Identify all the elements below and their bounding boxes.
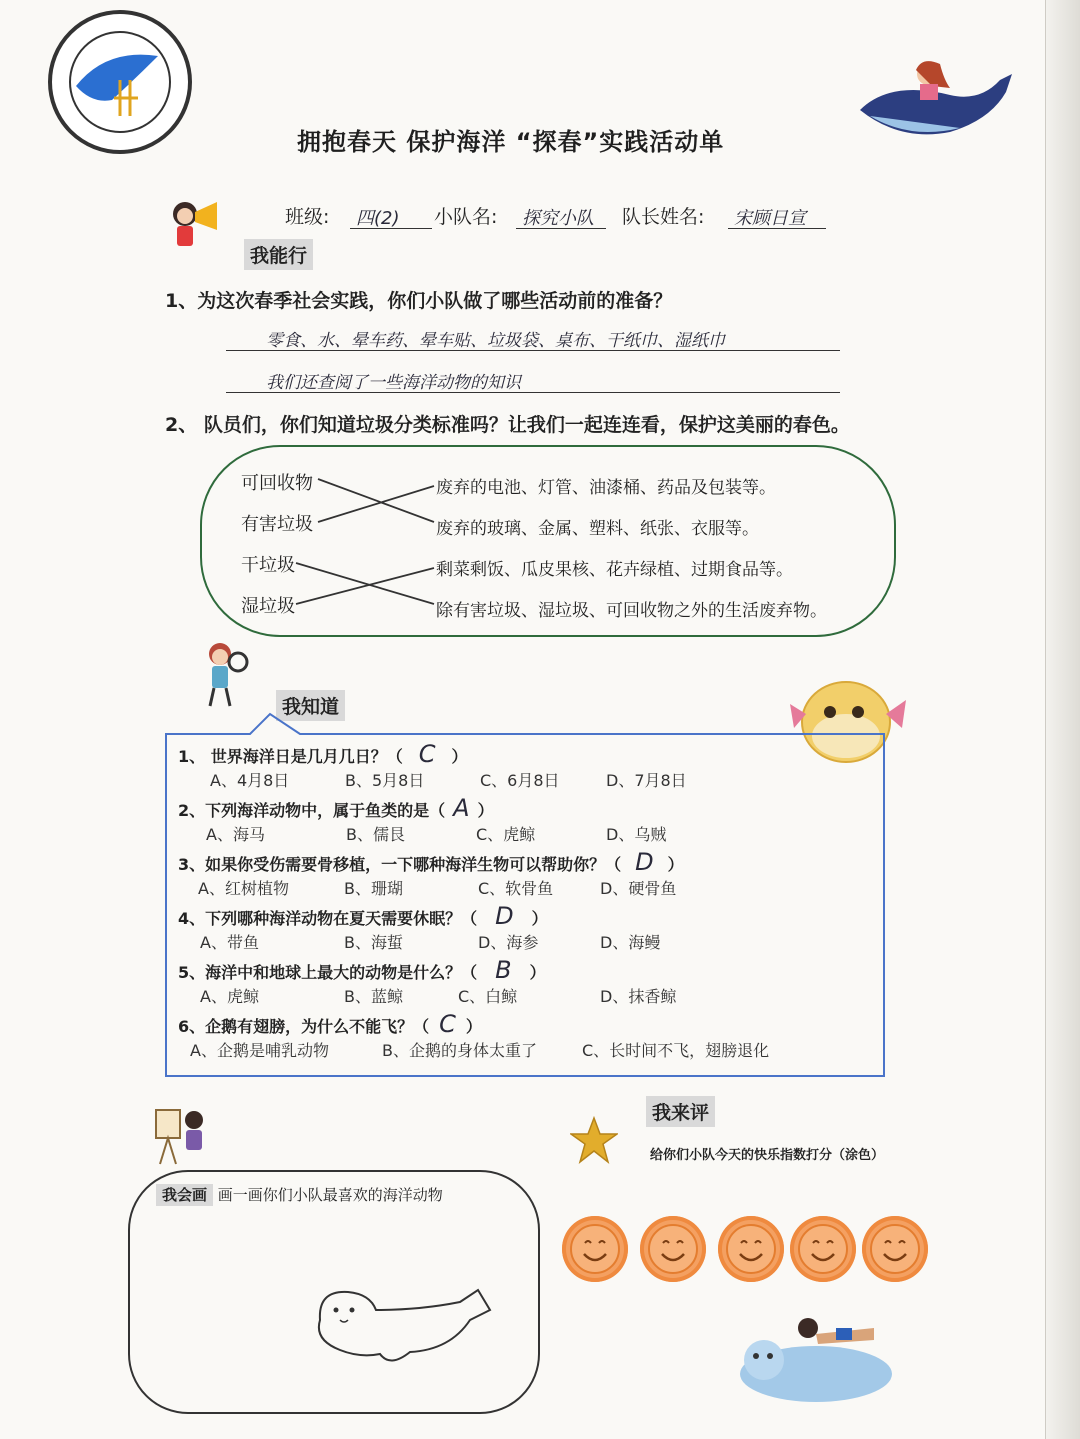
star-icon xyxy=(570,1116,618,1166)
option-4b: B、海蜇 xyxy=(344,933,403,952)
option-2a: A、海马 xyxy=(206,825,265,844)
quiz-close-1: ） xyxy=(451,747,468,766)
quiz-question-5 xyxy=(178,956,546,984)
question-1: 1、为这次春季社会实践，你们小队做了哪些活动前的准备？ xyxy=(165,290,673,312)
section-tag-i-know: 我知道 xyxy=(276,690,345,721)
option-2b: B、儒艮 xyxy=(346,825,405,844)
option-6b: B、企鹅的身体太重了 xyxy=(382,1041,537,1060)
category-recyclable: 可回收物 xyxy=(241,473,313,494)
team-label: 小队名: xyxy=(434,206,498,228)
quiz-close-4: ） xyxy=(531,909,548,928)
option-3c: C、软骨鱼 xyxy=(478,879,554,898)
option-4c: D、海参 xyxy=(478,933,539,952)
answer-1-line-1: 零食、水、晕车药、晕车贴、垃圾袋、桌布、干纸巾、湿纸巾 xyxy=(266,331,725,351)
quiz-question-1 xyxy=(178,740,468,768)
category-hazardous: 有害垃圾 xyxy=(241,514,313,535)
quiz-question-1-text: 1、 世界海洋日是几月几日？（ xyxy=(178,747,403,766)
question-2: 2、 队员们，你们知道垃圾分类标准吗？让我们一起连连看，保护这美丽的春色。 xyxy=(165,414,850,436)
option-1b: B、5月8日 xyxy=(345,771,425,790)
painter-kid-icon xyxy=(154,1106,210,1166)
leader-value: 宋顾日宣 xyxy=(734,208,806,229)
page-title: 拥抱春天 保护海洋 “探春”实践活动单 xyxy=(297,128,725,156)
quiz-answer-4: D xyxy=(495,902,514,930)
answer-1-line-2: 我们还查阅了一些海洋动物的知识 xyxy=(266,373,521,393)
drawing-prompt: 画一画你们小队最喜欢的海洋动物 xyxy=(217,1186,443,1204)
option-3b: B、珊瑚 xyxy=(344,879,403,898)
smile-rating-1[interactable] xyxy=(562,1216,628,1282)
drawing-header xyxy=(156,1184,443,1205)
option-3a: A、红树植物 xyxy=(198,879,289,898)
option-6a: A、企鹅是哺乳动物 xyxy=(190,1041,329,1060)
option-5d: D、抹香鲸 xyxy=(600,987,677,1006)
quiz-question-4-text: 4、下列哪种海洋动物在夏天需要休眠？（ xyxy=(178,909,478,928)
category-dry: 干垃圾 xyxy=(241,555,295,576)
class-value: 四(2) xyxy=(356,208,400,229)
smile-rating-3[interactable] xyxy=(718,1216,784,1282)
quiz-question-2-text: 2、下列海洋动物中，属于鱼类的是（ xyxy=(178,801,446,820)
quiz-close-6: ） xyxy=(465,1017,482,1036)
leader-label: 队长姓名: xyxy=(622,206,705,228)
quiz-answer-2: A xyxy=(453,794,470,822)
quiz-question-2 xyxy=(178,794,494,822)
quiz-answer-5: B xyxy=(495,956,512,984)
option-5b: B、蓝鲸 xyxy=(344,987,403,1006)
description-4: 除有害垃圾、湿垃圾、可回收物之外的生活废弃物。 xyxy=(436,601,827,621)
option-4a: A、带鱼 xyxy=(200,933,259,952)
description-3: 剩菜剩饭、瓜皮果核、花卉绿植、过期食品等。 xyxy=(436,560,793,580)
boy-seal-illustration xyxy=(726,1312,912,1408)
smile-rating-5[interactable] xyxy=(862,1216,928,1282)
description-2: 废弃的玻璃、金属、塑料、纸张、衣服等。 xyxy=(436,519,759,539)
quiz-answer-1: C xyxy=(418,740,436,768)
section-tag-i-can: 我能行 xyxy=(244,239,313,270)
quiz-close-2: ） xyxy=(477,801,494,820)
quiz-question-3 xyxy=(178,848,684,876)
quiz-question-3-text: 3、如果你受伤需要骨移植，一下哪种海洋生物可以帮助你？（ xyxy=(178,855,622,874)
team-value: 探究小队 xyxy=(522,208,594,229)
quiz-answer-3: D xyxy=(635,848,654,876)
option-3d: D、硬骨鱼 xyxy=(600,879,677,898)
description-1: 废弃的电池、灯管、油漆桶、药品及包装等。 xyxy=(436,478,776,498)
option-1a: A、4月8日 xyxy=(210,771,290,790)
section-tag-i-draw: 我会画 xyxy=(156,1184,213,1206)
magnifier-girl-icon xyxy=(200,640,252,710)
quiz-question-6-text: 6、企鹅有翅膀，为什么不能飞？（ xyxy=(178,1017,430,1036)
option-4d: D、海鳗 xyxy=(600,933,661,952)
quiz-answer-6: C xyxy=(439,1010,456,1038)
option-6c: C、长时间不飞，翅膀退化 xyxy=(582,1041,770,1060)
quiz-close-5: ） xyxy=(529,963,546,982)
quiz-question-4 xyxy=(178,902,548,930)
option-1d: D、7月8日 xyxy=(606,771,687,790)
smile-rating-2[interactable] xyxy=(640,1216,706,1282)
option-5a: A、虎鲸 xyxy=(200,987,259,1006)
class-label: 班级: xyxy=(285,206,330,228)
matching-lines xyxy=(0,0,1080,700)
section-tag-i-rate: 我来评 xyxy=(646,1096,715,1127)
quiz-question-5-text: 5、海洋中和地球上最大的动物是什么？（ xyxy=(178,963,478,982)
quiz-question-6 xyxy=(178,1010,482,1038)
option-5c: C、白鲸 xyxy=(458,987,518,1006)
option-1c: C、6月8日 xyxy=(480,771,560,790)
option-2d: D、乌贼 xyxy=(606,825,667,844)
rating-prompt: 给你们小队今天的快乐指数打分（涂色） xyxy=(650,1148,885,1163)
quiz-close-3: ） xyxy=(667,855,684,874)
category-wet: 湿垃圾 xyxy=(241,596,295,617)
seal-drawing xyxy=(300,1280,500,1376)
option-2c: C、虎鲸 xyxy=(476,825,536,844)
smile-rating-4[interactable] xyxy=(790,1216,856,1282)
